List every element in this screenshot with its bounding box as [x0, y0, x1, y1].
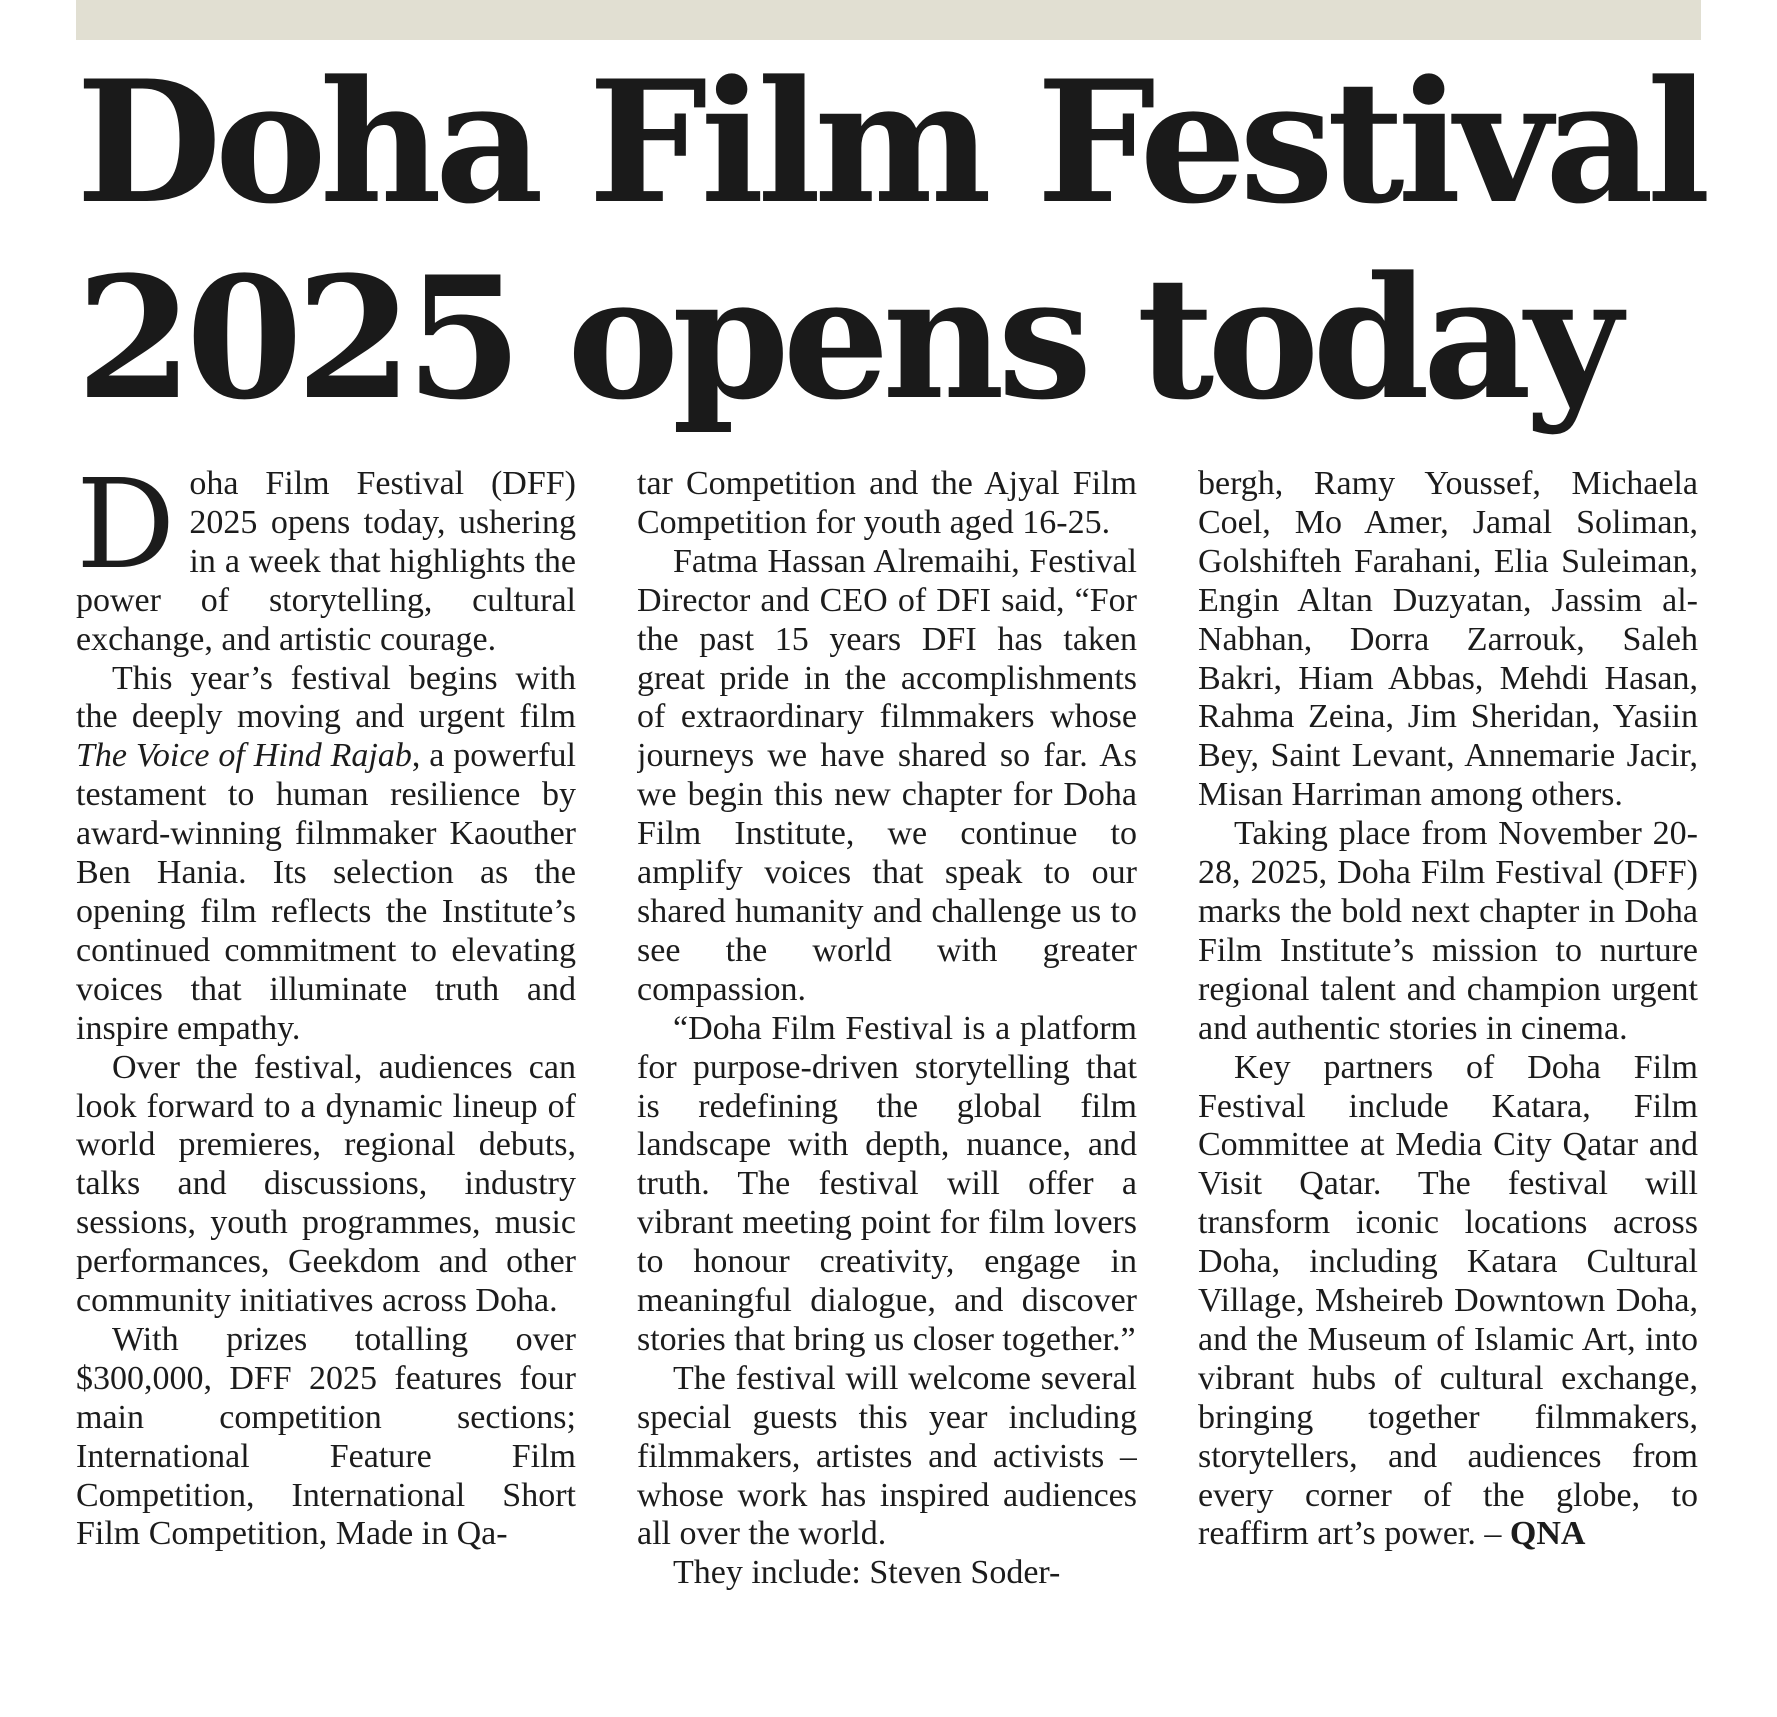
article-paragraph-1 — [76, 465, 576, 660]
paragraph-text: oha Film Festival (DFF) 2025 opens today, ushering in a week that highlights the power of storytelling, cultural exchange, and artistic courage. — [76, 465, 576, 658]
article-paragraph-6: “Doha Film Festival is a platform for purpose-driven storytelling that is redefining the global film landscape with depth, nuance, and truth. The festival will offer a vibrant meeting point for film lovers to honour creativity, engage in meaningful dialogue, and discover stories that bring us closer together.” — [637, 1009, 1137, 1358]
article-column-1 — [76, 465, 576, 1685]
headline-line-2: 2025 opens today — [76, 239, 1616, 437]
drop-cap: D — [76, 465, 176, 597]
source-credit: QNA — [1509, 1515, 1586, 1553]
header-rule — [76, 0, 1701, 40]
article-paragraph-2 — [76, 660, 576, 1049]
headline — [76, 44, 1716, 436]
article-paragraph-8-continued: bergh, Ramy Youssef, Michaela Coel, Mo Amer, Jamal Soliman, Golshifteh Farahani, Elia Suleiman, Engin Altan Duzyatan, Jassim al-Nabhan, Dorra Zarrouk, Saleh Bakri, Hiam Abbas, Mehdi Hasan, Rahma Zeina, Jim Sheridan, Yasiin Bey, Saint Levant, Annemarie Jacir, Misan Harriman among others. — [1198, 465, 1698, 814]
article-paragraph-3: Over the festival, audiences can look forward to a dynamic lineup of world premieres, regional debuts, talks and discussions, industry sessions, youth programmes, music performances, Geekdom and other community initiatives across Doha. — [76, 1048, 576, 1320]
paragraph-text: Key partners of Doha Film Festival include Katara, Film Committee at Media City Qatar and Visit Qatar. The festival will transform iconic locations across Doha, including Katara Cultural Village, Msheireb Downtown Doha, and the Museum of Islamic Art, into vibrant hubs of cultural exchange, bringing together filmmakers, storytellers, and audiences from every corner of the globe, to reaffirm art’s power. – — [1198, 1048, 1698, 1553]
article-column-3 — [1198, 465, 1698, 1685]
article-paragraph-4-continued: tar Competition and the Ajyal Film Competition for youth aged 16-25. — [637, 465, 1137, 541]
headline-line-1: Doha Film Festival — [76, 43, 1704, 241]
article-paragraph-9: Taking place from November 20-28, 2025, Doha Film Festival (DFF) marks the bold next chapter in Doha Film Institute’s mission to nurture regional talent and champion urgent and authentic stories in cinema. — [1198, 815, 1698, 1047]
article-paragraph-8: They include: Steven Soder- — [673, 1554, 1061, 1592]
paragraph-text: This year’s festival begins with the deeply moving and urgent film — [76, 659, 576, 736]
article-paragraph-7: The festival will welcome several special guests this year including filmmakers, artistes and activists – whose work has inspired audiences all over the world. — [637, 1359, 1137, 1553]
article-paragraph-10 — [1198, 1049, 1698, 1555]
film-title: The Voice of Hind Rajab — [76, 737, 412, 775]
article-column-2 — [637, 465, 1137, 1685]
paragraph-text: , a powerful testament to human resilience by award-winning filmmaker Kaouther Ben Hania. Its selection as the opening film reflects the Institute’s continued commitment to elevating voices that illuminate truth and inspire empathy. — [76, 737, 576, 1047]
article-paragraph-5: Fatma Hassan Alremaihi, Festival Director and CEO of DFI said, “For the past 15 years DFI has taken great pride in the accomplishments of extraordinary filmmakers whose journeys we have shared so far. As we begin this new chapter for Doha Film Institute, we continue to amplify voices that speak to our shared humanity and challenge us to see the world with greater compassion. — [637, 542, 1137, 1008]
article-paragraph-4: With prizes totalling over $300,000, DFF 2025 features four main competition sections; International Feature Film Competition, International Short Film Competition, Made in Qa- — [76, 1320, 576, 1553]
